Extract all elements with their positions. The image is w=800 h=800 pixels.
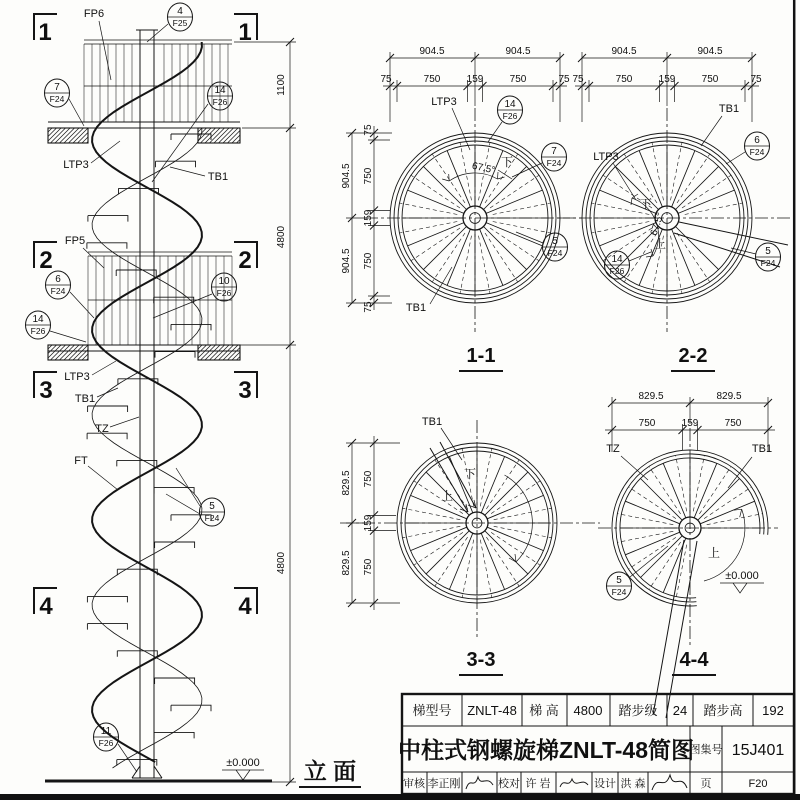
dim-label: 829.5 xyxy=(716,391,742,402)
balloon-number: 14 xyxy=(504,99,516,110)
section-marker-1-right: 1 xyxy=(238,19,252,46)
plan-2-2-title: 2-2 xyxy=(678,345,708,367)
balloon-number: 14 xyxy=(611,254,623,265)
dim-label: 750 xyxy=(701,74,719,85)
section-marker-4-right: 4 xyxy=(238,593,252,620)
label-tb1: TB1 xyxy=(405,302,427,314)
field-label-riser-height: 踏步高 xyxy=(703,703,743,718)
balloon-page: F25 xyxy=(172,18,188,28)
centerlines xyxy=(598,428,778,648)
dim-label: 904.5 xyxy=(697,46,723,57)
balloon-page: F26 xyxy=(609,266,625,276)
balloon-page: F26 xyxy=(212,97,228,107)
elevation-view xyxy=(26,3,362,787)
section-marker-3-left: 3 xyxy=(39,377,53,404)
elevation-generated-linework xyxy=(48,42,240,768)
level-value: ±0.000 xyxy=(226,757,260,769)
balloon-number: 11 xyxy=(100,726,112,737)
elevation-title: 立 面 xyxy=(303,758,357,784)
plan-4-4-title: 4-4 xyxy=(679,649,709,671)
balloon-number: 5 xyxy=(552,236,558,247)
label-tb1-top: TB1 xyxy=(207,171,229,183)
detail-balloon xyxy=(26,311,87,342)
balloon-number: 7 xyxy=(551,146,557,157)
balloon-page: F26 xyxy=(30,326,46,336)
page-number: F20 xyxy=(748,778,768,790)
balloon-number: 7 xyxy=(54,82,60,93)
dim-label: 750 xyxy=(363,252,374,270)
detail-balloon xyxy=(726,132,770,164)
direction-up: 上 xyxy=(440,489,454,503)
balloon-page: F24 xyxy=(760,258,776,268)
direction-down: 下 xyxy=(463,467,477,481)
dim-label: 829.5 xyxy=(341,550,352,576)
detail-balloon xyxy=(607,546,669,600)
direction-down: 下 xyxy=(639,197,653,211)
field-value-riser-height: 192 xyxy=(762,703,784,718)
dim-label: 829.5 xyxy=(638,391,664,402)
elevation-dimensions xyxy=(234,38,296,786)
label-tb1: TB1 xyxy=(718,103,740,115)
detail-balloon xyxy=(46,271,95,318)
label-tb1-mid: TB1 xyxy=(74,393,96,405)
direction-down: 下 xyxy=(500,155,514,169)
dim-label: 750 xyxy=(509,74,527,85)
section-marker-2-left: 2 xyxy=(39,247,53,274)
atlas-number-value: 15J401 xyxy=(731,742,785,759)
label-tz: TZ xyxy=(95,423,109,435)
label-fp6: FP6 xyxy=(83,8,105,20)
direction-up: 上 xyxy=(707,546,721,560)
plan-view-3-3 xyxy=(340,416,600,675)
dim-label: 159 xyxy=(681,418,699,429)
plan-view-2-2 xyxy=(557,46,790,371)
elevation-labels xyxy=(63,8,228,490)
dim-label: 159 xyxy=(363,514,374,532)
angle-label: 67.5° xyxy=(648,211,667,238)
centerlines xyxy=(340,420,600,640)
dim-label: 904.5 xyxy=(505,46,531,57)
label-ltp3-mid: LTP3 xyxy=(64,371,90,383)
field-value-stair-model: ZNLT-48 xyxy=(467,703,517,718)
dim-label: 750 xyxy=(423,74,441,85)
plan-view-1-1 xyxy=(341,46,585,371)
dim-label: 4800 xyxy=(276,551,287,575)
balloon-page: F24 xyxy=(546,158,562,168)
dim-label: 75 xyxy=(572,74,584,85)
balloon-number: 6 xyxy=(55,274,61,285)
dim-label: 829.5 xyxy=(341,470,352,496)
dim-label: 750 xyxy=(363,470,374,488)
detail-balloon xyxy=(166,468,225,526)
dim-label: 159 xyxy=(658,74,676,85)
plan-3-3-title: 3-3 xyxy=(466,649,496,671)
plan-view-4-4 xyxy=(598,391,778,718)
balloon-page: F24 xyxy=(611,587,627,597)
field-value-stair-height: 4800 xyxy=(573,703,603,718)
title-block xyxy=(398,694,794,794)
angle-label: 67.5° xyxy=(470,160,497,177)
section-marker-2-right: 2 xyxy=(238,247,252,274)
label-ltp3: LTP3 xyxy=(431,96,457,108)
detail-balloon xyxy=(147,3,193,42)
balloon-page: F24 xyxy=(749,147,765,157)
elevation-balloons xyxy=(26,3,237,772)
detail-balloon xyxy=(488,96,523,142)
dim-label: 75 xyxy=(363,124,374,136)
level-value: ±0.000 xyxy=(725,570,759,582)
dim-label: 904.5 xyxy=(341,248,352,274)
dim-label: 750 xyxy=(363,167,374,185)
dim-label: 159 xyxy=(466,74,484,85)
dim-label: 75 xyxy=(558,74,570,85)
label-fp5: FP5 xyxy=(64,235,86,247)
page-label: 页 xyxy=(700,778,712,790)
balloon-number: 4 xyxy=(177,6,183,17)
signature-reviewer xyxy=(466,777,493,789)
dim-label: 750 xyxy=(615,74,633,85)
balloon-page: F24 xyxy=(50,286,66,296)
atlas-number-label: 图集号 xyxy=(689,744,723,756)
role-checker-name: 许 岩 xyxy=(525,778,551,790)
section-marker-4-left: 4 xyxy=(39,593,53,620)
detail-balloon xyxy=(512,143,567,177)
label-ltp3-top: LTP3 xyxy=(63,159,89,171)
field-label-stair-height: 梯 高 xyxy=(529,703,559,718)
balloon-number: 5 xyxy=(616,575,622,586)
dim-label: 750 xyxy=(724,418,742,429)
role-designer-name: 洪 森 xyxy=(620,778,646,790)
dim-label: 75 xyxy=(380,74,392,85)
balloon-page: F24 xyxy=(49,94,65,104)
dim-label: 1100 xyxy=(276,74,287,96)
balloon-number: 6 xyxy=(754,135,760,146)
balloon-number: 14 xyxy=(32,314,44,325)
section-marker-3-right: 3 xyxy=(238,377,252,404)
detail-balloon xyxy=(45,79,85,126)
dim-label: 750 xyxy=(363,558,374,576)
dim-label: 904.5 xyxy=(419,46,445,57)
elevation-level-marker xyxy=(222,757,264,780)
dim-label: 75 xyxy=(363,301,374,313)
label-tb1: TB1 xyxy=(751,443,773,455)
balloon-page: F24 xyxy=(204,513,220,523)
role-checker-label: 校对 xyxy=(498,778,520,790)
role-designer-label: 设计 xyxy=(594,778,616,790)
balloon-page: F26 xyxy=(502,111,518,121)
dim-label: 750 xyxy=(638,418,656,429)
signature-designer xyxy=(652,775,687,790)
field-value-tread-count: 24 xyxy=(672,703,688,718)
balloon-number: 5 xyxy=(209,501,215,512)
drawing-title: 中柱式钢螺旋梯ZNLT-48简图 xyxy=(397,737,695,763)
dim-label: 75 xyxy=(750,74,762,85)
field-label-tread-count: 踏步级 xyxy=(618,703,658,718)
plan-4-4-annotations xyxy=(606,443,772,718)
plan-2-2-annotations xyxy=(593,103,788,279)
label-tz: TZ xyxy=(606,443,620,455)
label-ft: FT xyxy=(74,455,88,467)
field-label-stair-model: 梯型号 xyxy=(412,703,452,718)
plan-1-1-annotations xyxy=(406,96,568,314)
label-tb1: TB1 xyxy=(421,416,443,428)
balloon-page: F24 xyxy=(547,248,563,258)
dim-label: 904.5 xyxy=(341,163,352,189)
balloon-number: 14 xyxy=(214,85,226,96)
role-reviewer-name: 李正刚 xyxy=(427,778,461,790)
balloon-number: 5 xyxy=(765,246,771,257)
dim-label: 4800 xyxy=(276,225,287,249)
plan-4-4-dimensions xyxy=(605,391,775,452)
balloon-page: F26 xyxy=(98,738,114,748)
section-marker-1-left: 1 xyxy=(38,19,52,46)
direction-up: 上 xyxy=(653,237,667,251)
signature-checker xyxy=(560,779,588,787)
dim-label: 159 xyxy=(363,209,374,227)
balloon-number: 10 xyxy=(218,276,230,287)
role-reviewer-label: 审核 xyxy=(403,778,425,790)
plan-1-1-title: 1-1 xyxy=(466,345,496,367)
dim-label: 904.5 xyxy=(611,46,637,57)
plan-1-1-dimensions xyxy=(341,46,570,313)
detail-balloon xyxy=(605,251,652,279)
label-ltp3: LTP3 xyxy=(593,151,619,163)
balloon-page: F26 xyxy=(216,288,232,298)
